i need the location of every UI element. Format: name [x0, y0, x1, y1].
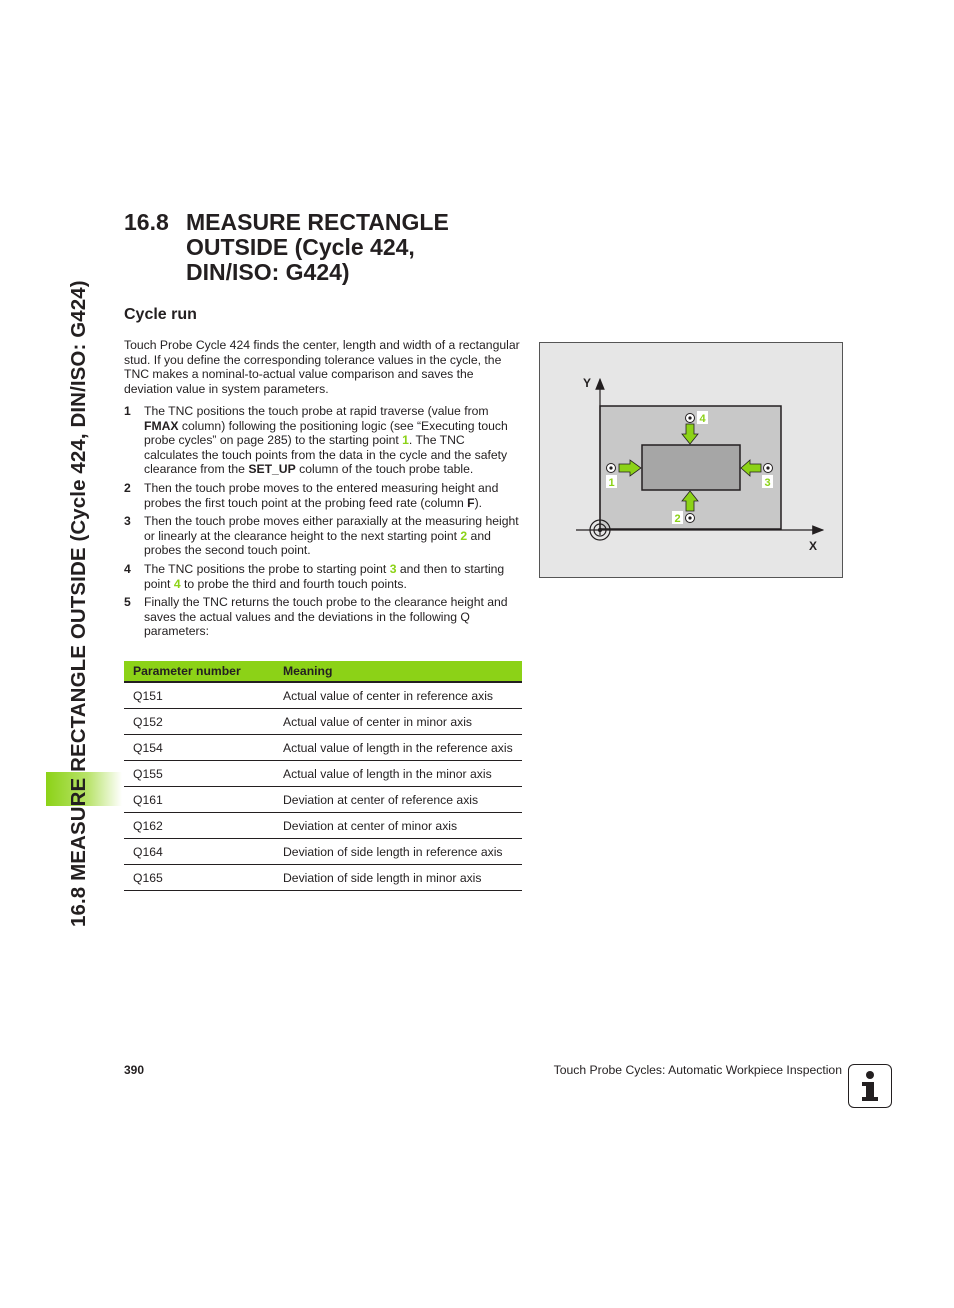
table-row	[124, 682, 522, 709]
meaning-cell: Deviation of side length in minor axis	[274, 865, 522, 891]
parameter-cell: Q162	[124, 813, 274, 839]
table-row	[124, 787, 522, 813]
page-number: 390	[124, 1063, 145, 1077]
step-text: The TNC positions the probe to starting point	[144, 561, 390, 576]
step-number: 2	[124, 480, 131, 495]
step-item	[124, 481, 522, 510]
parameter-cell: Q154	[124, 735, 274, 761]
table-row	[124, 865, 522, 891]
meaning-cell: Deviation at center of reference axis	[274, 787, 522, 813]
bold-term: F	[467, 495, 475, 510]
meaning-cell: Deviation at center of minor axis	[274, 813, 522, 839]
parameter-cell: Q161	[124, 787, 274, 813]
parameter-cell: Q164	[124, 839, 274, 865]
bold-term: FMAX	[144, 418, 179, 433]
meaning-cell: Actual value of length in the reference axis	[274, 735, 522, 761]
table-header-row	[124, 661, 522, 682]
section-number: 16.8	[124, 209, 169, 235]
point-label-1: 1	[608, 477, 615, 489]
parameter-cell: Q165	[124, 865, 274, 891]
title-line-2: OUTSIDE (Cycle 424,	[186, 234, 415, 260]
parameter-cell: Q151	[124, 682, 274, 709]
step-list	[124, 404, 522, 643]
step-text: Then the touch probe moves either paraxially at the measuring height or linearly at the clearance height to the next starting point	[144, 514, 519, 543]
step-item	[124, 595, 522, 639]
step-text: . The TNC calculates the touch points from the data in the cycle and the safety clearance from the	[144, 433, 508, 477]
cycle-diagram	[539, 342, 843, 578]
title-line-1: MEASURE RECTANGLE	[186, 209, 449, 235]
step-text: The TNC positions the touch probe at rapid traverse (value from	[144, 404, 489, 418]
table-row	[124, 735, 522, 761]
step-text: column) following the positioning logic (see “Executing touch probe cycles” on page 285) to the starting point	[144, 418, 508, 448]
step-text: ).	[474, 495, 483, 510]
intro-paragraph: Touch Probe Cycle 424 finds the center, length and width of a rectangular stud. If you define the corresponding tolerance values in the cycle, the TNC makes a nominal-to-actual value comparison and saves the deviation value in system parameters.	[124, 338, 520, 396]
step-text: to probe the third and fourth touch points.	[180, 576, 407, 591]
header-parameter-number: Parameter number	[124, 661, 274, 682]
point-reference: 3	[389, 561, 397, 576]
point-reference: 1	[402, 433, 409, 448]
step-number: 1	[124, 404, 131, 418]
title-line-3: DIN/ISO: G424)	[186, 259, 350, 285]
table-row	[124, 839, 522, 865]
point-label-4: 4	[699, 413, 706, 425]
step-number: 5	[124, 595, 131, 610]
step-text: Finally the TNC returns the touch probe to the clearance height and saves the actual values and the deviations in the following Q parameters:	[144, 595, 508, 639]
point-reference: 2	[460, 528, 468, 543]
meaning-cell: Actual value of length in the minor axis	[274, 761, 522, 787]
step-item	[124, 562, 522, 591]
parameter-table	[124, 661, 522, 891]
point-label-3: 3	[764, 477, 771, 489]
step-text: column of the touch probe table.	[295, 462, 474, 477]
meaning-cell: Actual value of center in minor axis	[274, 709, 522, 735]
table-row	[124, 709, 522, 735]
step-number: 3	[124, 514, 131, 529]
meaning-cell: Deviation of side length in reference axis	[274, 839, 522, 865]
bold-term: SET_UP	[248, 462, 296, 477]
side-title	[57, 207, 101, 927]
footer-chapter-title: Touch Probe Cycles: Automatic Workpiece Inspection	[553, 1063, 842, 1077]
point-label-2: 2	[674, 513, 681, 525]
side-title-text: 16.8 MEASURE RECTANGLE OUTSIDE (Cycle 424, DIN/ISO: G424)	[67, 280, 90, 927]
step-item	[124, 404, 522, 477]
diagram-svg	[540, 343, 844, 579]
table-row	[124, 813, 522, 839]
point-reference: 4	[173, 576, 181, 591]
info-icon	[848, 1064, 892, 1108]
step-text: Then the touch probe moves to the entered measuring height and probes the first touch point at the probing feed rate (column	[144, 480, 499, 510]
step-text: and then to starting point	[144, 561, 505, 591]
header-meaning: Meaning	[274, 661, 522, 682]
step-text: and probes the second touch point.	[144, 528, 491, 558]
step-item	[124, 514, 522, 558]
meaning-cell: Actual value of center in reference axis	[274, 682, 522, 709]
parameter-cell: Q155	[124, 761, 274, 787]
rectangular-stud	[642, 445, 740, 490]
y-axis-label: Y	[583, 376, 592, 390]
table-row	[124, 761, 522, 787]
x-axis-label: X	[809, 539, 818, 553]
step-number: 4	[124, 561, 131, 576]
section-heading: Cycle run	[124, 306, 197, 323]
parameter-cell: Q152	[124, 709, 274, 735]
